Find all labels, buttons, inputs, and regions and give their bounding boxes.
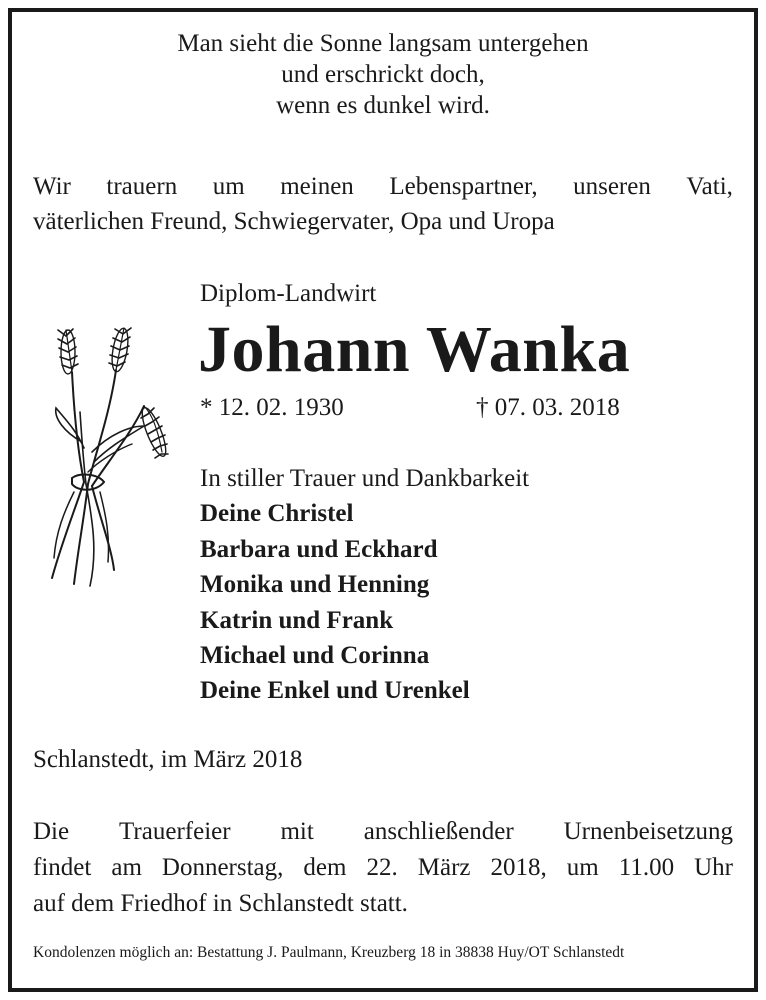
funeral-word: Uhr [694, 854, 733, 881]
intro-word: Lebenspartner, [389, 173, 538, 200]
intro-word: meinen [280, 173, 354, 200]
funeral-word: Donnerstag, [161, 854, 284, 881]
funeral-word: Die [33, 818, 70, 845]
funeral-word: März [417, 854, 471, 881]
funeral-word: 22. [366, 854, 398, 881]
motto-line: wenn es dunkel wird. [276, 92, 490, 119]
funeral-word: anschließender [363, 818, 514, 845]
funeral-word: Trauerfeier [119, 818, 231, 845]
intro-line-2: väterlichen Freund, Schwiegervater, Opa und Uropa [33, 208, 555, 235]
funeral-line-1 [33, 814, 733, 850]
intro-word: um [212, 173, 245, 200]
mourner-name: Monika und Henning [200, 571, 430, 599]
funeral-word: am [111, 854, 142, 881]
intro-word: Wir [33, 173, 71, 200]
mourners-block [200, 461, 529, 709]
wheat-bundle-icon [44, 322, 176, 590]
funeral-line-3: auf dem Friedhof in Schlanstedt statt. [33, 890, 408, 917]
mourner-name: Katrin und Frank [200, 606, 394, 634]
funeral-notice [33, 814, 733, 922]
mourner-name: Deine Enkel und Urenkel [200, 677, 470, 705]
deceased-title: Diplom-Landwirt [200, 280, 377, 307]
birth-date: * 12. 02. 1930 [200, 394, 344, 421]
funeral-word: mit [280, 818, 314, 845]
funeral-word: Urnenbeisetzung [563, 818, 733, 845]
deceased-name: Johann Wanka [198, 313, 631, 386]
funeral-word: um [566, 854, 599, 881]
mourner-name: Deine Christel [200, 500, 354, 528]
funeral-line-2 [33, 850, 733, 886]
intro-word: unseren [573, 173, 651, 200]
funeral-word: findet [33, 854, 92, 881]
motto-verse [0, 28, 766, 121]
intro-word: Vati, [686, 173, 733, 200]
funeral-word: 11.00 [618, 854, 675, 881]
funeral-word: dem [303, 854, 347, 881]
mourners-heading: In stiller Trauer und Dankbarkeit [200, 465, 530, 492]
intro-text [33, 169, 733, 239]
place-date: Schlanstedt, im März 2018 [33, 746, 303, 773]
motto-line: Man sieht die Sonne langsam untergehen [177, 30, 589, 57]
condolence-note: Kondolenzen möglich an: Bestattung J. Paulmann, Kreuzberg 18 in 38838 Huy/OT Schlanstedt [33, 944, 625, 961]
mourner-name: Michael und Corinna [200, 642, 430, 670]
intro-line-1 [33, 169, 733, 204]
intro-word: trauern [106, 173, 178, 200]
funeral-word: 2018, [490, 854, 547, 881]
mourner-name: Barbara und Eckhard [200, 535, 438, 563]
death-date: † 07. 03. 2018 [476, 394, 620, 421]
motto-line: und erschrickt doch, [281, 61, 485, 88]
